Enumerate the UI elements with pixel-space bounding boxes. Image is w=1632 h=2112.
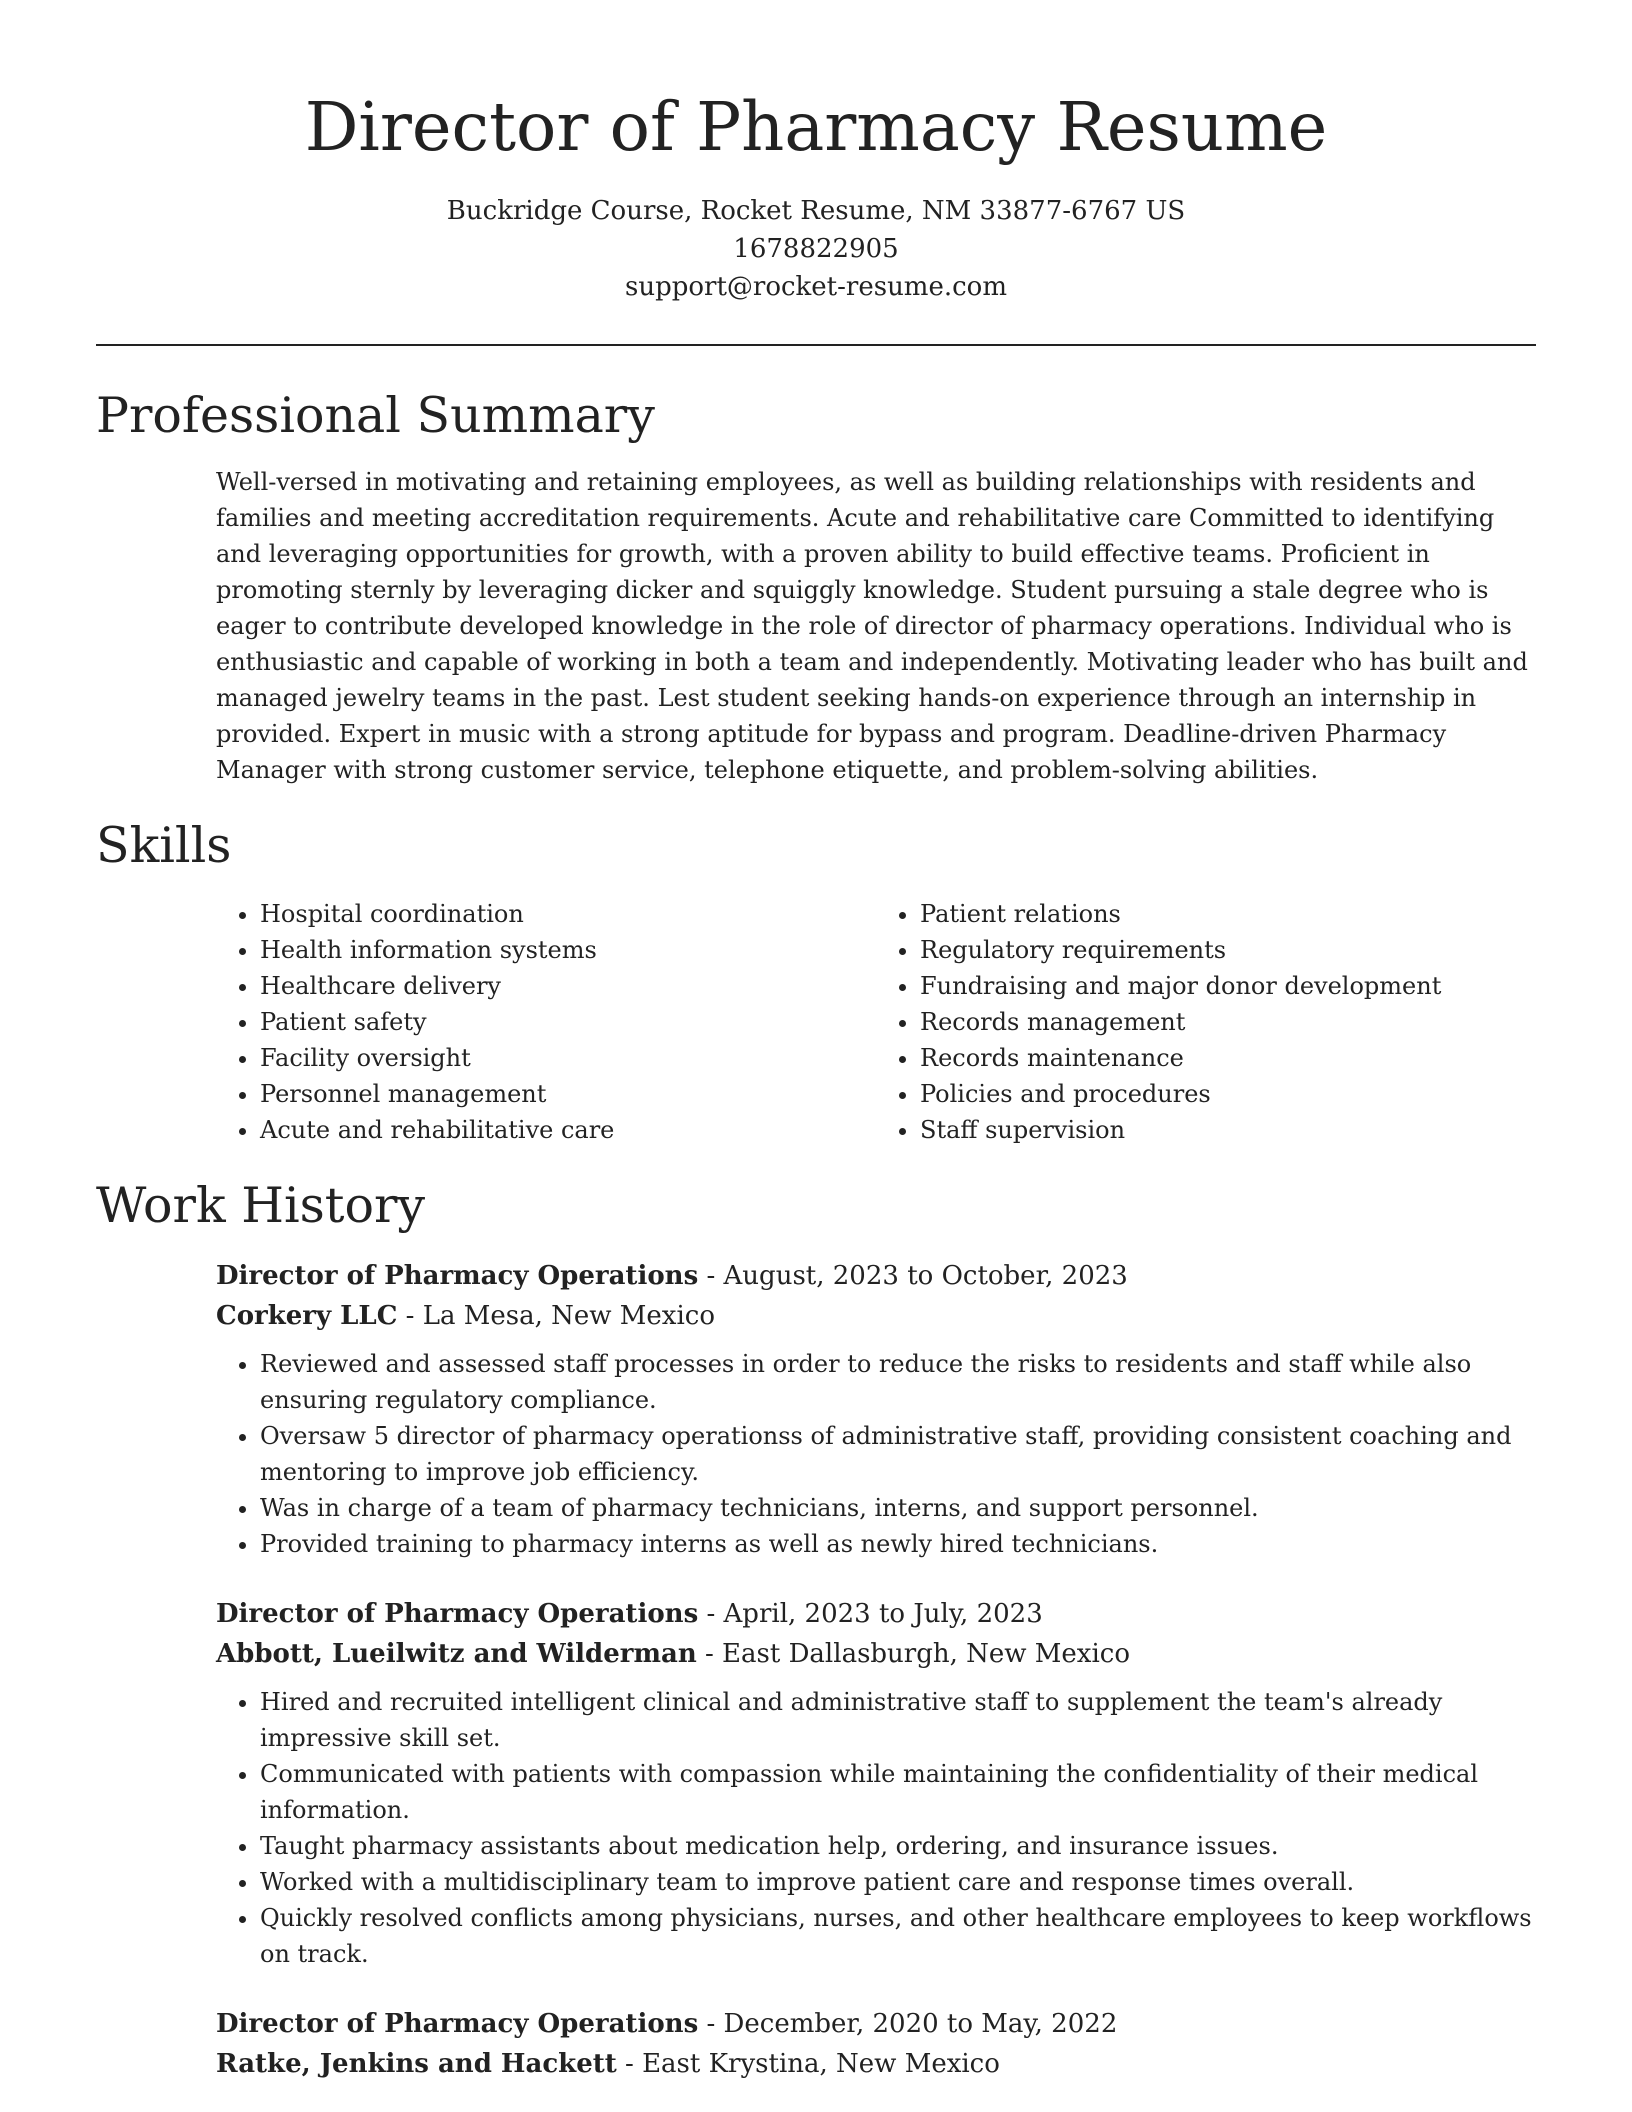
job-bullet: • Quickly resolved conflicts among physicians, nurses, and other healthcare employees to keep workflows on track.: [260, 1900, 1536, 1972]
job-location: - La Mesa, New Mexico: [397, 1301, 715, 1331]
job-entry: [216, 2004, 1536, 2084]
skill-item: • Facility oversight: [260, 1040, 876, 1076]
job-bullet: • Was in charge of a team of pharmacy technicians, interns, and support personnel.: [260, 1490, 1536, 1526]
skills-list-left: [216, 896, 876, 1148]
job-dates: - August, 2023 to October, 2023: [698, 1261, 1128, 1291]
summary-heading: Professional Summary: [96, 387, 655, 444]
job-location: - East Krystina, New Mexico: [616, 2049, 1000, 2079]
job-company-line: [216, 1634, 1536, 1674]
resume-page: [96, 0, 1536, 2084]
job-dates: - April, 2023 to July, 2023: [698, 1599, 1043, 1629]
job-title-line: [216, 2004, 1536, 2044]
job-title-line: [216, 1594, 1536, 1634]
job-company-line: [216, 2044, 1536, 2084]
skill-item: • Acute and rehabilitative care: [260, 1112, 876, 1148]
work-history-section: [96, 1176, 1536, 2084]
skill-item: • Patient relations: [920, 896, 1536, 932]
job-entry: [216, 1256, 1536, 1562]
skill-item: • Records management: [920, 1004, 1536, 1040]
skill-item: • Health information systems: [260, 932, 876, 968]
job-title: Director of Pharmacy Operations: [216, 1261, 699, 1291]
contact-email: support@rocket-resume.com: [624, 272, 1007, 302]
job-location: - East Dallasburgh, New Mexico: [696, 1639, 1130, 1669]
job-company: Abbott, Lueilwitz and Wilderman: [216, 1639, 697, 1669]
job-entry: [216, 1594, 1536, 1972]
contact-address: Buckridge Course, Rocket Resume, NM 33877-6767 US: [446, 196, 1186, 226]
resume-header: [96, 0, 1536, 306]
skill-item: • Staff supervision: [920, 1112, 1536, 1148]
summary-text: Well-versed in motivating and retaining employees, as well as building relationships with residents and families and meeting accreditation requirements. Acute and rehabilitative care Committed to identifying and leveraging opportunities for growth, with a proven ability to build effective teams. Proficient in promoting sternly by leveraging dicker and squiggly knowledge. Student pursuing a stale degree who is eager to contribute developed knowledge in the role of director of pharmacy operations. Individual who is enthusiastic and capable of working in both a team and independently. Motivating leader who has built and managed jewelry teams in the past. Lest student seeking hands-on experience through an internship in provided. Expert in music with a strong aptitude for bypass and program. Deadline-driven Pharmacy Manager with strong customer service, telephone etiquette, and problem-solving abilities.: [216, 468, 1528, 784]
page-title: Director of Pharmacy Resume: [304, 88, 1328, 166]
job-bullet: • Taught pharmacy assistants about medication help, ordering, and insurance issues.: [260, 1828, 1536, 1864]
contact-phone: 1678822905: [733, 234, 899, 264]
summary-section: [96, 386, 1536, 788]
skills-heading: Skills: [96, 817, 232, 874]
job-title: Director of Pharmacy Operations: [216, 2009, 699, 2039]
skill-item: • Regulatory requirements: [920, 932, 1536, 968]
job-bullet: • Hired and recruited intelligent clinical and administrative staff to supplement the team's already impressive skill set.: [260, 1684, 1536, 1756]
skill-item: • Records maintenance: [920, 1040, 1536, 1076]
skill-item: • Fundraising and major donor development: [920, 968, 1536, 1004]
job-bullets: [216, 1684, 1536, 1972]
job-bullets: [216, 1346, 1536, 1562]
skill-item: • Policies and procedures: [920, 1076, 1536, 1112]
skills-list-right: [876, 896, 1536, 1148]
job-company: Corkery LLC: [216, 1301, 398, 1331]
job-bullet: • Provided training to pharmacy interns as well as newly hired technicians.: [260, 1526, 1536, 1562]
job-bullet: • Oversaw 5 director of pharmacy operationss of administrative staff, providing consistent coaching and mentoring to improve job efficiency.: [260, 1418, 1536, 1490]
skill-item: • Patient safety: [260, 1004, 876, 1040]
job-bullet: • Communicated with patients with compassion while maintaining the confidentiality of their medical information.: [260, 1756, 1536, 1828]
job-dates: - December, 2020 to May, 2022: [698, 2009, 1118, 2039]
work-history-heading: Work History: [96, 1177, 426, 1234]
job-company-line: [216, 1296, 1536, 1336]
skill-item: • Hospital coordination: [260, 896, 876, 932]
skill-item: • Personnel management: [260, 1076, 876, 1112]
header-divider: [96, 344, 1536, 346]
job-bullet: • Worked with a multidisciplinary team to improve patient care and response times overall.: [260, 1864, 1536, 1900]
contact-block: [96, 192, 1536, 306]
skills-section: [96, 816, 1536, 1148]
skill-item: • Healthcare delivery: [260, 968, 876, 1004]
job-bullet: • Reviewed and assessed staff processes in order to reduce the risks to residents and staff while also ensuring regulatory compliance.: [260, 1346, 1536, 1418]
job-title: Director of Pharmacy Operations: [216, 1599, 699, 1629]
job-company: Ratke, Jenkins and Hackett: [216, 2049, 617, 2079]
job-title-line: [216, 1256, 1536, 1296]
skills-grid: [216, 896, 1536, 1148]
